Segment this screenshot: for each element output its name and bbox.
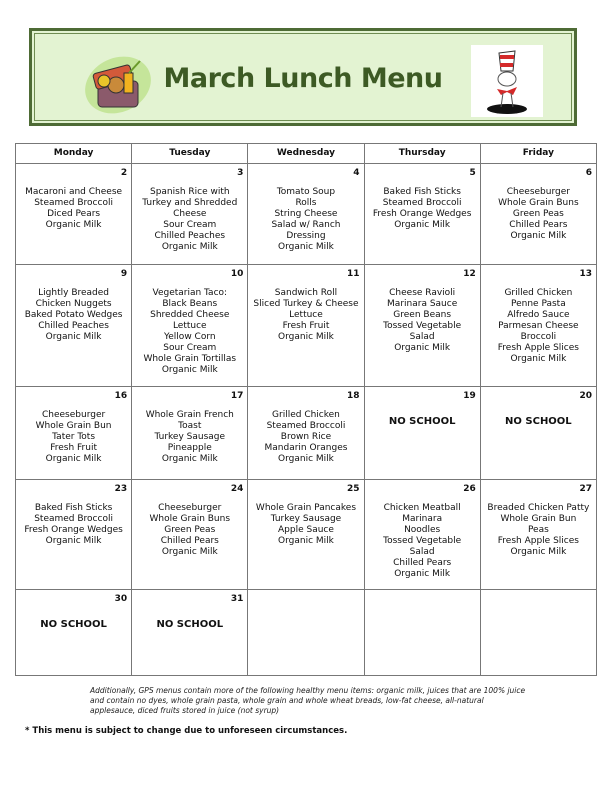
menu-item: Organic Milk <box>45 536 102 546</box>
day-cell <box>132 387 248 480</box>
menu-item: Organic Milk <box>278 332 334 342</box>
menu-item: Steamed Broccoli <box>34 198 113 208</box>
menu-item: Whole Grain Buns <box>149 514 231 524</box>
menu-items <box>134 288 245 376</box>
menu-item: Spanish Rice with <box>149 187 230 197</box>
menu-item: Cheese Ravioli <box>389 288 456 298</box>
menu-item: Breaded Chicken Patty <box>487 503 590 513</box>
no-school-label: NO SCHOOL <box>388 416 456 427</box>
day-cell <box>16 164 132 265</box>
menu-items <box>250 503 361 547</box>
menu-item: Marinara <box>402 514 443 524</box>
menu-item: Baked Fish Sticks <box>34 503 113 513</box>
menu-item: Diced Pears <box>47 209 101 219</box>
menu-item: Organic Milk <box>394 569 451 579</box>
menu-item: Organic Milk <box>510 547 567 557</box>
date-number: 18 <box>347 391 360 401</box>
no-school-label: NO SCHOOL <box>40 619 107 630</box>
menu-item: Grilled Chicken <box>272 410 340 420</box>
menu-item: Steamed Broccoli <box>266 421 346 431</box>
menu-item: Sour Cream <box>163 220 217 230</box>
menu-item: Brown Rice <box>280 432 332 442</box>
menu-item: Fresh Orange Wedges <box>372 209 472 219</box>
menu-item: Organic Milk <box>45 454 102 464</box>
week-row <box>16 590 597 676</box>
menu-items <box>250 187 361 253</box>
menu-items <box>367 503 478 580</box>
menu-item: Whole Grain Buns <box>498 198 579 208</box>
menu-item: Grilled Chicken <box>504 288 573 298</box>
day-cell <box>132 590 248 676</box>
menu-items <box>367 288 478 354</box>
menu-item: Black Beans <box>162 299 218 309</box>
date-number: 11 <box>347 269 360 279</box>
menu-item: Sliced Turkey & Cheese <box>253 299 359 309</box>
menu-item: Cheeseburger <box>506 187 570 197</box>
menu-item: Tossed Vegetable <box>383 321 462 331</box>
cat-in-the-hat-image <box>471 45 543 117</box>
day-cell <box>16 590 132 676</box>
menu-item: Pineapple <box>167 443 212 453</box>
date-number: 12 <box>463 269 476 279</box>
menu-item: Broccoli <box>520 332 557 342</box>
menu-item: Turkey Sausage <box>270 514 342 524</box>
menu-item: Rolls <box>295 198 317 208</box>
menu-item: Alfredo Sauce <box>507 310 570 320</box>
menu-item: Organic Milk <box>45 332 102 342</box>
day-cell <box>132 480 248 590</box>
menu-item: Steamed Broccoli <box>34 514 113 524</box>
date-number: 10 <box>230 269 244 279</box>
menu-item: Chilled Pears <box>160 536 219 546</box>
menu-items <box>18 187 129 231</box>
day-cell <box>248 480 364 590</box>
menu-item: Lettuce <box>172 321 207 331</box>
menu-item: Organic Milk <box>161 365 218 375</box>
menu-item: Fresh Apple Slices <box>497 343 579 353</box>
menu-item: Lettuce <box>289 310 323 320</box>
menu-item: Apple Sauce <box>278 525 334 535</box>
menu-item: Vegetarian Taco: <box>152 288 228 298</box>
date-number: 4 <box>353 168 360 178</box>
menu-item: Organic Milk <box>394 343 451 353</box>
menu-item: Whole Grain Pancakes <box>255 503 357 513</box>
day-header-wednesday: Wednesday <box>248 144 364 164</box>
menu-item: Baked Fish Sticks <box>383 187 461 197</box>
date-number: 17 <box>230 391 244 401</box>
menu-items <box>134 187 245 253</box>
menu-item: Chicken Meatball <box>383 503 461 513</box>
menu-item: Shredded Cheese <box>150 310 230 320</box>
day-cell <box>364 164 480 265</box>
week-row <box>16 480 597 590</box>
date-number: 5 <box>469 168 476 178</box>
menu-item: Fresh Apple Slices <box>497 536 579 546</box>
day-header-friday: Friday <box>480 144 596 164</box>
healthy-items-note: Additionally, GPS menus contain more of the following healthy menu items: organic milk, juices that are 100% juice and contain no dyes, whole grain pasta, whole grain and whole wheat breads, low-fat cheese, all-natural applesauce, diced fruits stored in juice (not syrup) <box>90 686 526 715</box>
menu-item: Turkey and Shredded <box>142 198 238 208</box>
day-cell <box>480 164 596 265</box>
menu-item: Organic Milk <box>510 354 567 364</box>
day-cell <box>16 480 132 590</box>
date-number: 26 <box>463 484 476 494</box>
day-header-monday: Monday <box>16 144 132 164</box>
no-school-label: NO SCHOOL <box>156 619 224 630</box>
date-number: 25 <box>347 484 360 494</box>
day-cell <box>480 387 596 480</box>
menu-items <box>18 503 129 547</box>
menu-item: Organic Milk <box>278 242 334 252</box>
menu-item: Cheeseburger <box>41 410 106 420</box>
day-cell <box>364 480 480 590</box>
menu-item: Whole Grain Bun <box>500 514 577 524</box>
menu-item: Turkey Sausage <box>154 432 226 442</box>
menu-item: Organic Milk <box>510 231 567 241</box>
menu-item: Fresh Fruit <box>282 321 330 331</box>
day-cell <box>16 387 132 480</box>
menu-item: Cheese <box>173 209 207 219</box>
day-cell <box>248 387 364 480</box>
menu-item: Green Peas <box>164 525 216 535</box>
date-number: 30 <box>114 594 128 604</box>
menu-item: Green Beans <box>393 310 452 320</box>
menu-item: Chilled Pears <box>509 220 568 230</box>
week-row <box>16 164 597 265</box>
day-header-thursday: Thursday <box>364 144 480 164</box>
date-number: 27 <box>579 484 592 494</box>
date-number: 19 <box>463 391 476 401</box>
day-cell <box>480 590 596 676</box>
menu-item: Green Peas <box>512 209 564 219</box>
menu-item: Organic Milk <box>45 220 102 230</box>
menu-items <box>134 503 245 558</box>
day-cell <box>364 265 480 387</box>
menu-item: Dressing <box>286 231 326 241</box>
date-number: 6 <box>585 168 592 178</box>
menu-items <box>483 288 594 365</box>
day-cell <box>364 387 480 480</box>
date-number: 9 <box>120 269 128 279</box>
day-cell <box>248 590 364 676</box>
menu-calendar <box>15 143 597 676</box>
week-row <box>16 265 597 387</box>
day-header-tuesday: Tuesday <box>132 144 248 164</box>
date-number: 3 <box>237 168 244 178</box>
day-cell <box>16 265 132 387</box>
no-school-label: NO SCHOOL <box>505 416 572 427</box>
menu-item: Whole Grain Tortillas <box>143 354 237 364</box>
menu-item: Whole Grain Bun <box>35 421 112 431</box>
menu-item: Steamed Broccoli <box>382 198 462 208</box>
menu-item: Noodles <box>404 525 441 535</box>
date-number: 16 <box>114 391 128 401</box>
menu-items <box>250 410 361 465</box>
menu-item: Tater Tots <box>52 432 96 442</box>
menu-item: Lightly Breaded <box>38 288 110 298</box>
menu-items <box>367 187 478 231</box>
menu-items <box>134 410 245 465</box>
date-number: 2 <box>120 168 128 178</box>
menu-item: Tomato Soup <box>276 187 336 197</box>
menu-item: Organic Milk <box>394 220 451 230</box>
menu-items <box>18 288 129 343</box>
menu-item: Chilled Peaches <box>38 321 109 331</box>
menu-item: Baked Potato Wedges <box>24 310 123 320</box>
week-row <box>16 387 597 480</box>
page-title: March Lunch Menu <box>163 63 443 94</box>
menu-item: Salad w/ Ranch <box>271 220 341 230</box>
menu-item: Macaroni and Cheese <box>25 187 123 197</box>
day-cell <box>132 164 248 265</box>
menu-item: Fresh Orange Wedges <box>24 525 123 535</box>
date-number: 24 <box>230 484 244 494</box>
day-cell <box>248 164 364 265</box>
menu-item: Salad <box>409 547 435 557</box>
menu-item: Sandwich Roll <box>274 288 338 298</box>
menu-item: Toast <box>178 421 202 431</box>
menu-item: Marinara Sauce <box>387 299 458 309</box>
menu-items <box>18 410 129 465</box>
menu-item: Organic Milk <box>161 454 218 464</box>
menu-items <box>483 187 594 242</box>
menu-items <box>483 503 594 558</box>
menu-item: Mandarin Oranges <box>264 443 348 453</box>
date-number: 31 <box>230 594 244 604</box>
day-cell <box>364 590 480 676</box>
menu-item: Penne Pasta <box>511 299 566 309</box>
date-number: 23 <box>114 484 128 494</box>
menu-item: Chilled Pears <box>393 558 452 568</box>
day-cell <box>132 265 248 387</box>
menu-items <box>250 288 361 343</box>
menu-item: Yellow Corn <box>163 332 216 342</box>
menu-item: Chilled Peaches <box>154 231 226 241</box>
menu-item: Chicken Nuggets <box>35 299 112 309</box>
date-number: 13 <box>579 269 592 279</box>
menu-item: Organic Milk <box>278 454 334 464</box>
menu-item: String Cheese <box>274 209 338 219</box>
day-cell <box>480 480 596 590</box>
disclaimer: * This menu is subject to change due to unforeseen circumstances. <box>25 726 348 736</box>
menu-item: Tossed Vegetable <box>383 536 462 546</box>
menu-item: Organic Milk <box>278 536 334 546</box>
day-cell <box>480 265 596 387</box>
day-cell <box>248 265 364 387</box>
menu-item: Organic Milk <box>161 547 218 557</box>
menu-item: Cheeseburger <box>158 503 222 513</box>
menu-item: Fresh Fruit <box>50 443 97 453</box>
header-banner <box>29 28 577 126</box>
menu-item: Whole Grain French <box>145 410 234 420</box>
menu-item: Sour Cream <box>163 343 217 353</box>
menu-item: Organic Milk <box>161 242 218 252</box>
menu-item: Peas <box>527 525 549 535</box>
date-number: 20 <box>579 391 592 401</box>
menu-item: Salad <box>409 332 435 342</box>
menu-item: Parmesan Cheese <box>498 321 579 331</box>
